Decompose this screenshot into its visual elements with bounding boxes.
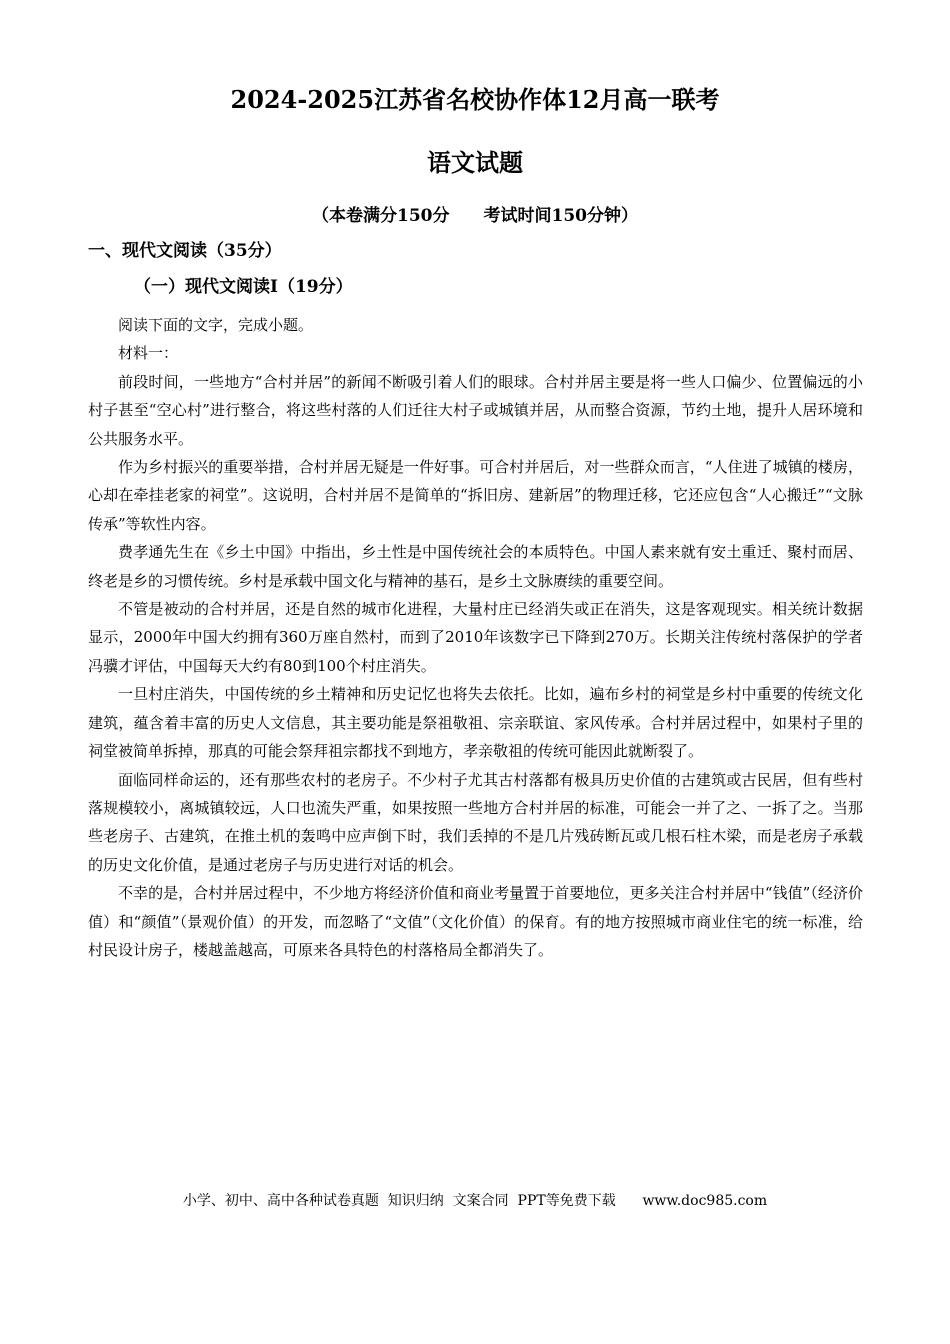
exam-info: （本卷满分150分 考试时间150分钟） (312, 206, 638, 226)
page-title: 2024-2025江苏省名校协作体12月高一联考 (230, 85, 720, 114)
page-footer: 小学、初中、高中各种试卷真题 知识归纳 文案合同 PPT等免费下载 www.doc985.com (182, 1193, 768, 1209)
body-text (88, 311, 863, 964)
material-label: 材料一： (118, 344, 179, 363)
paragraph-4: 不管是被动的合村并居，还是自然的城市化进程，大量村庄已经消失或正在消失，这是客观现实。相关统计数据显示，2000年中国大约拥有360万座自然村，而到了2010年该数字已下降到270万。长期关注传统村落保护的学者冯骥才评估，中国每天大约有80到100个村庄消失。 (88, 600, 863, 675)
paragraph-5: 一旦村庄消失，中国传统的乡土精神和历史记忆也将失去依托。比如，遍布乡村的祠堂是乡村中重要的传统文化建筑，蕴含着丰富的历史人文信息，其主要功能是祭祖敬祖、宗亲联谊、家风传承。合村并居过程中，如果村子里的祠堂被简单拆掉，那真的可能会祭拜祖宗都找不到地方，孝亲敬祖的传统可能因此就断裂了。 (88, 685, 863, 761)
subsection-heading: （一）现代文阅读Ⅰ（19分） (134, 277, 353, 297)
paragraph-6: 面临同样命运的，还有那些农村的老房子。不少村子尤其古村落都有极具历史价值的古建筑或古民居，但有些村落规模较小，离城镇较远，人口也流失严重，如果按照一些地方合村并居的标准，可能会一并了之、一拆了之。当那些老房子、古建筑，在推土机的轰鸣中应声倒下时，我们丢掉的不是几片残砖断瓦或几根石柱木梁，而是老房子承载的历史文化价值，是通过老房子与历史进行对话的机会。 (88, 770, 863, 874)
instruction-text: 阅读下面的文字，完成小题。 (118, 316, 314, 334)
paragraph-3: 费孝通先生在《乡土中国》中指出，乡土性是中国传统社会的本质特色。中国人素来就有安土重迁、聚村而居、终老是乡的习惯传统。乡村是承载中国文化与精神的基石，是乡土文脉赓续的重要空间。 (88, 543, 863, 590)
paragraph-2: 作为乡村振兴的重要举措，合村并居无疑是一件好事。可合村并居后，对一些群众而言，“人住进了城镇的楼房，心却在牵挂老家的祠堂”。这说明，合村并居不是简单的“拆旧房、建新居”的物理迁移，它还应包含“人心搬迁”“文脉传承”等软性内容。 (88, 458, 863, 533)
paragraph-1: 前段时间，一些地方“合村并居”的新闻不断吸引着人们的眼球。合村并居主要是将一些人口偏少、位置偏远的小村子甚至“空心村”进行整合，将这些村落的人们迁往大村子或城镇并居，从而整合资源，节约土地，提升人居环境和公共服务水平。 (88, 372, 863, 448)
page-subtitle: 语文试题 (427, 148, 523, 177)
paragraph-7: 不幸的是，合村并居过程中，不少地方将经济价值和商业考量置于首要地位，更多关注合村并居中“钱值”（经济价值）和“颜值”（景观价值）的开发，而忽略了“文值”（文化价值）的保育。有的地方按照城市商业住宅的统一标准，给村民设计房子，楼越盖越高，可原来各具特色的村落格局全都消失了。 (88, 884, 863, 959)
section-heading: 一、现代文阅读（35分） (88, 241, 282, 261)
